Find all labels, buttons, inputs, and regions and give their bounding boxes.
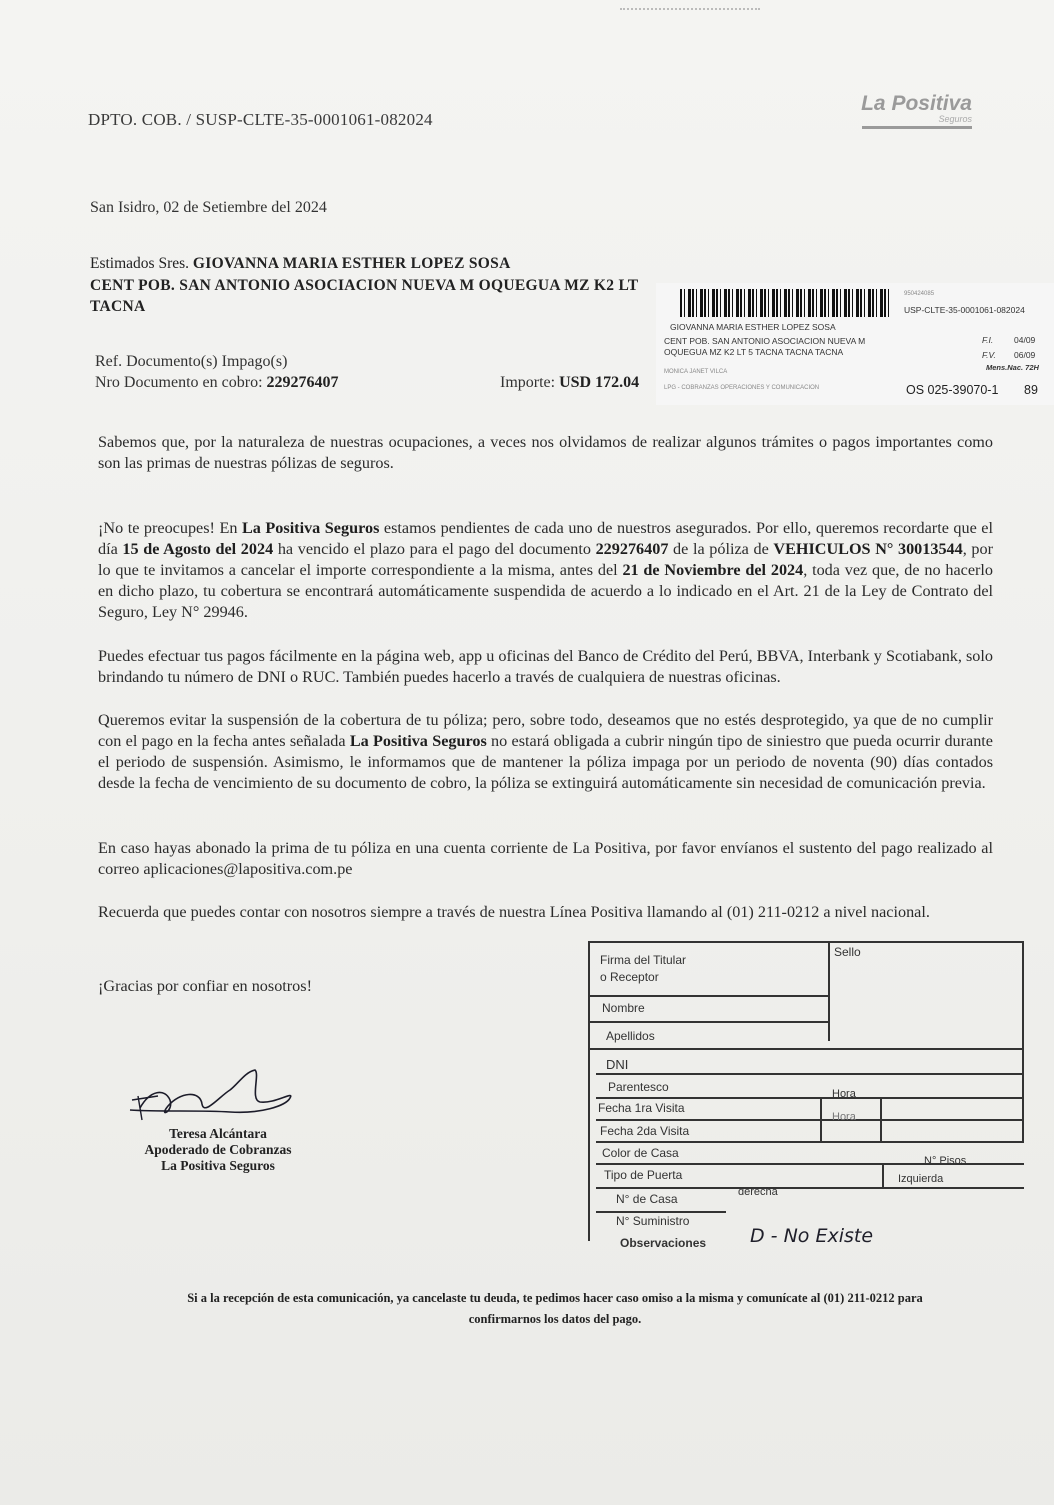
- logo-underline: [862, 126, 972, 129]
- label-code: 950424085: [904, 291, 935, 297]
- label-fv-value: 06/09: [1014, 350, 1036, 360]
- mailing-label: [656, 283, 1054, 405]
- recipient-name: GIOVANNA MARIA ESTHER LOPEZ SOSA: [192, 255, 511, 272]
- form-fecha-1: Fecha 1ra Visita: [598, 1101, 685, 1115]
- paragraph-1: Sabemos que, por la naturaleza de nuestras ocupaciones, a veces nos olvidamos de realizar algunos trámites o pagos importantes como son las primas de nuestras pólizas de seguros.: [98, 433, 993, 472]
- form-firma-1: Firma del Titular: [600, 953, 687, 967]
- form-sello: Sello: [834, 945, 861, 959]
- label-dept: LPG - COBRANZAS OPERACIONES Y COMUNICACION: [664, 385, 820, 391]
- delivery-form: [582, 933, 1030, 1248]
- label-ref: USP-CLTE-35-0001061-082024: [904, 305, 1025, 315]
- document-reference: DPTO. COB. / SUSP-CLTE-35-0001061-082024: [88, 110, 433, 129]
- recipient-address: CENT POB. SAN ANTONIO ASOCIACION NUEVA M OQUEGUA MZ K2 LT: [90, 277, 639, 294]
- form-fecha-2: Fecha 2da Visita: [600, 1124, 690, 1138]
- label-os: OS 025-39070-1: [906, 383, 999, 397]
- form-tipo-puerta: Tipo de Puerta: [604, 1168, 683, 1182]
- signatory-name: Teresa Alcántara: [169, 1126, 267, 1141]
- label-os-number: 89: [1024, 383, 1038, 397]
- paragraph-2: ¡No te preocupes! En La Positiva Seguros estamos pendientes de cada uno de nuestros asegurados. Por ello, queremos recordarte que el día 15 de Agosto del 2024 ha vencido el plazo para el pago del documento 229276407 de la póliza de VEHICULOS N° 30013544, por lo que te invitamos a cancelar el importe correspondiente a la misma, antes del 21 de Noviembre del 2024, toda vez que, de no hacerlo en dicho plazo, tu cobertura se encontrará automáticamente suspendida de acuerdo a lo indicado en el Art. 21 de la Ley de Contrato del Seguro, Ley N° 29946.: [98, 519, 994, 621]
- signatory-company: La Positiva Seguros: [161, 1158, 275, 1173]
- logo-text: La Positiva: [861, 92, 972, 115]
- signatory-block: [118, 1126, 318, 1174]
- footer-note: [120, 1288, 990, 1330]
- paragraph-3: Puedes efectuar tus pagos fácilmente en la página web, app u oficinas del Banco de Crédito del Perú, BBVA, Interbank y Scotiabank, solo brindando tu número de DNI o RUC. También puedes hacerlo a través de cualquiera de nuestras oficinas.: [98, 647, 993, 686]
- form-izquierda: Izquierda: [898, 1173, 944, 1185]
- form-parentesco: Parentesco: [608, 1080, 669, 1094]
- paragraph-5: En caso hayas abonado la prima de tu póliza en una cuenta corriente de La Positiva, por favor envíanos el sustento del pago realizado al correo aplicaciones@lapositiva.com.pe: [98, 839, 993, 878]
- form-derecha: derecha: [738, 1186, 778, 1198]
- label-fv: F.V.: [982, 350, 996, 360]
- form-color: Color de Casa: [602, 1146, 679, 1160]
- form-suministro: N° Suministro: [616, 1214, 690, 1228]
- date-line: San Isidro, 02 de Setiembre del 2024: [90, 199, 327, 216]
- form-handwritten-note: D - No Existe: [750, 1225, 874, 1247]
- company-logo: [861, 92, 972, 129]
- label-mens: Mens.Nac. 72H: [986, 363, 1039, 372]
- label-agent: MONICA JANET VILCA: [664, 369, 728, 375]
- label-fi: F.I.: [982, 335, 994, 345]
- form-hora-2: Hora: [832, 1111, 856, 1123]
- form-nombre: Nombre: [602, 1001, 645, 1015]
- amount-value: USD 172.04: [559, 374, 640, 391]
- form-observaciones: Observaciones: [620, 1236, 707, 1250]
- ref-label: Ref. Documento(s) Impago(s): [95, 353, 288, 370]
- doc-line: Nro Documento en cobro: 229276407: [95, 374, 339, 391]
- footer-line-2: confirmarnos los datos del pago.: [468, 1312, 642, 1326]
- form-hora-1: Hora: [832, 1088, 856, 1100]
- label-address-1: CENT POB. SAN ANTONIO ASOCIACION NUEVA M: [664, 336, 866, 346]
- logo-subtext: Seguros: [938, 114, 972, 124]
- paragraph-6: Recuerda que puedes contar con nosotros siempre a través de nuestra Línea Positiva llamando al (01) 211-0212 a nivel nacional.: [98, 903, 930, 921]
- signatory-title: Apoderado de Cobranzas: [144, 1142, 292, 1157]
- form-n-casa: N° de Casa: [616, 1192, 678, 1206]
- form-dni: DNI: [606, 1057, 629, 1072]
- recipient-salutation-line: [90, 255, 511, 273]
- barcode: [680, 289, 890, 317]
- label-address-2: OQUEGUA MZ K2 LT 5 TACNA TACNA TACNA: [664, 347, 844, 357]
- amount-line: Importe: USD 172.04: [500, 374, 640, 391]
- paragraph-7: ¡Gracias por confiar en nosotros!: [98, 977, 312, 995]
- label-fi-value: 04/09: [1014, 335, 1036, 345]
- top-edge-mark: [620, 0, 760, 10]
- form-firma-2: o Receptor: [600, 970, 659, 984]
- footer-line-1: Si a la recepción de esta comunicación, ya cancelaste tu deuda, te pedimos hacer caso omiso a la misma y comunícate al (01) 211-0212 para: [187, 1291, 923, 1305]
- label-name: GIOVANNA MARIA ESTHER LOPEZ SOSA: [670, 322, 836, 332]
- recipient-city: TACNA: [90, 298, 146, 315]
- paragraph-4: Queremos evitar la suspensión de la cobertura de tu póliza; pero, sobre todo, deseamos que no estés desprotegido, ya que de no cumplir con el pago en la fecha antes señalada La Positiva Seguros no estará obligada a cubrir ningún tipo de siniestro que pueda ocurrir durante el periodo de suspensión. Asimismo, le informamos que de mantener la póliza impaga por un periodo de noventa (90) días contados desde la fecha de vencimiento de su documento de cobro, la póliza se extinguirá automáticamente sin necesidad de comunicación previa.: [98, 711, 993, 792]
- form-apellidos: Apellidos: [606, 1029, 655, 1043]
- form-pisos: N° Pisos: [924, 1155, 967, 1167]
- doc-number: 229276407: [266, 374, 339, 391]
- salutation: Estimados Sres.: [90, 255, 190, 272]
